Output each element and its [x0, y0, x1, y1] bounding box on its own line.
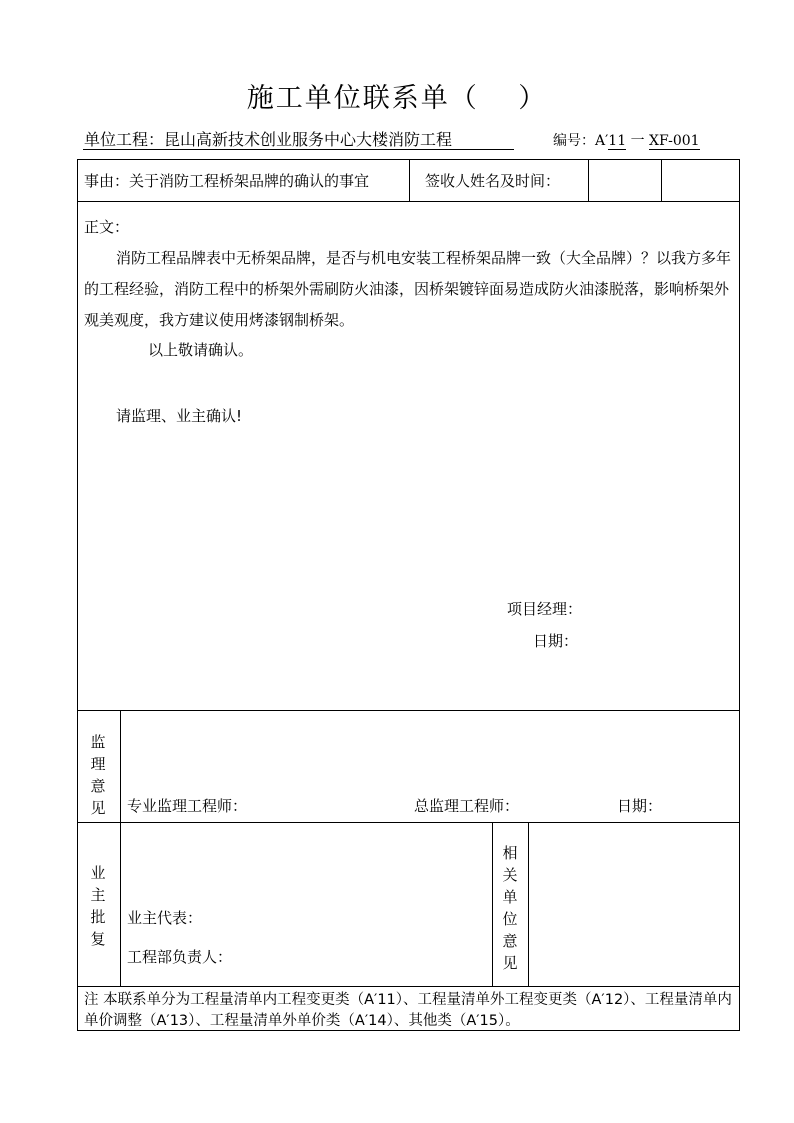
chief-engineer-label: 总监理工程师： — [414, 797, 520, 815]
row-divider-supervision — [77, 822, 740, 823]
row-divider-subject — [77, 201, 740, 202]
code-suffix: XF-001 — [649, 133, 700, 149]
code-dash: 一 — [626, 133, 650, 149]
receiver-label: 签收人姓名及时间： — [425, 172, 561, 190]
col-divider-receiver-2 — [661, 159, 662, 201]
footer-note: 注 本联系单分为工程量清单内工程变更类（A′11）、工程量清单外工程变更类（A′12）、工程量清单内单价调整（A′13）、工程量清单外单价类（A′14）、其他类（A′15）。 — [84, 992, 732, 1029]
body-paragraph: 消防工程品牌表中无桥架品牌，是否与机电安装工程桥架品牌一致（大全品牌）？以我方多年的工程经验，消防工程中的桥架外需刷防火油漆，因桥架镀锌面易造成防火油漆脱落，影响桥架外观美观度，我方建议使用烤漆钢制桥架。 — [84, 249, 732, 329]
document-title: 施工单位联系单（ ） — [246, 83, 548, 114]
col-divider-related-1 — [492, 822, 493, 986]
unit-project-underline — [83, 149, 514, 150]
owner-side-label: 业主批复 — [90, 864, 106, 948]
col-divider-receiver-1 — [588, 159, 589, 201]
code-prefix: 编号：A′ — [553, 133, 609, 149]
col-divider-side-label — [120, 710, 121, 986]
supervision-date-label: 日期： — [617, 797, 663, 815]
body-content — [84, 212, 736, 336]
body-request: 请监理、业主确认! — [116, 407, 243, 425]
project-manager-label: 项目经理： — [507, 600, 583, 618]
owner-rep-label: 业主代表： — [127, 909, 203, 927]
supervising-engineer-label: 专业监理工程师： — [127, 797, 248, 815]
body-heading: 正文： — [84, 218, 130, 236]
col-divider-related-2 — [528, 822, 529, 986]
row-divider-owner — [77, 986, 740, 987]
unit-project: 单位工程：昆山高新技术创业服务中心大楼消防工程 — [84, 130, 453, 149]
code-number: 11 — [608, 133, 627, 149]
body-confirm: 以上敬请确认。 — [148, 341, 254, 359]
row-divider-body — [77, 710, 740, 711]
related-units-label: 相关单位意见 — [502, 844, 518, 972]
col-divider-subject — [409, 159, 410, 201]
document-code — [553, 130, 700, 150]
supervision-side-label: 监理意见 — [90, 733, 106, 817]
engineering-dept-label: 工程部负责人： — [127, 948, 233, 966]
body-date-label: 日期： — [533, 632, 579, 650]
subject-text: 事由：关于消防工程桥架品牌的确认的事宜 — [84, 172, 370, 190]
